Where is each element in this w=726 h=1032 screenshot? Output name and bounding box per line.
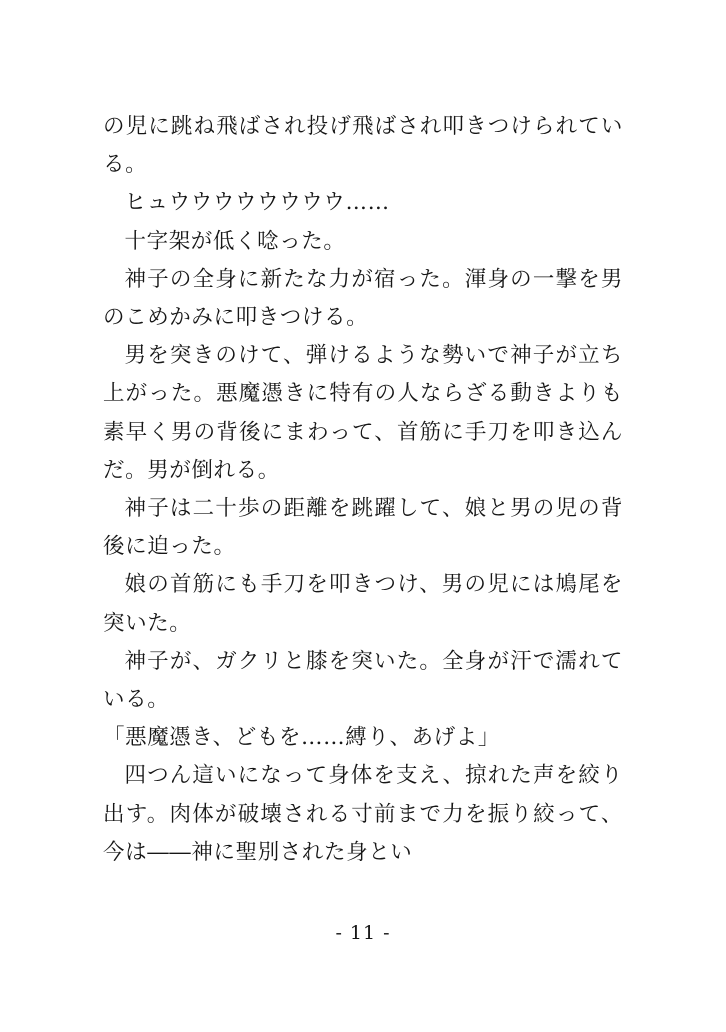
paragraph: ヒュウウウウウウウウ…… xyxy=(124,190,390,216)
paragraph: 娘の首筋にも手刀を叩きつけ、男の児には鳩尾を突いた。 xyxy=(103,572,623,636)
paragraph: 神子が、ガクリと膝を突いた。全身が汗で濡れている。 xyxy=(103,648,623,713)
paragraph: 四つん這いになって身体を支え、掠れた声を絞り出す。肉体が破壊される寸前まで力を振り絞って、今は――神に聖別された身とい xyxy=(103,763,623,865)
page-body-text xyxy=(103,108,623,872)
paragraph: の児に跳ね飛ばされ投げ飛ばされ叩きつけられている。 xyxy=(103,114,623,178)
paragraph: 神子は二十歩の距離を跳躍して、娘と男の児の背後に迫った。 xyxy=(103,496,623,560)
paragraph: 神子の全身に新たな力が宿った。渾身の一撃を男のこめかみに叩きつける。 xyxy=(103,266,623,331)
paragraph: 男を突きのけて、弾けるような勢いで神子が立ち上がった。悪魔憑きに特有の人ならざる動きよりも素早く男の背後にまわって、首筋に手刀を叩き込んだ。男が倒れる。 xyxy=(103,343,623,483)
page-number: - 11 - xyxy=(335,922,391,944)
paragraph: 「悪魔憑き、どもを……縛り、あげよ」 xyxy=(103,725,500,751)
paragraph: 十字架が低く唸った。 xyxy=(124,228,346,254)
